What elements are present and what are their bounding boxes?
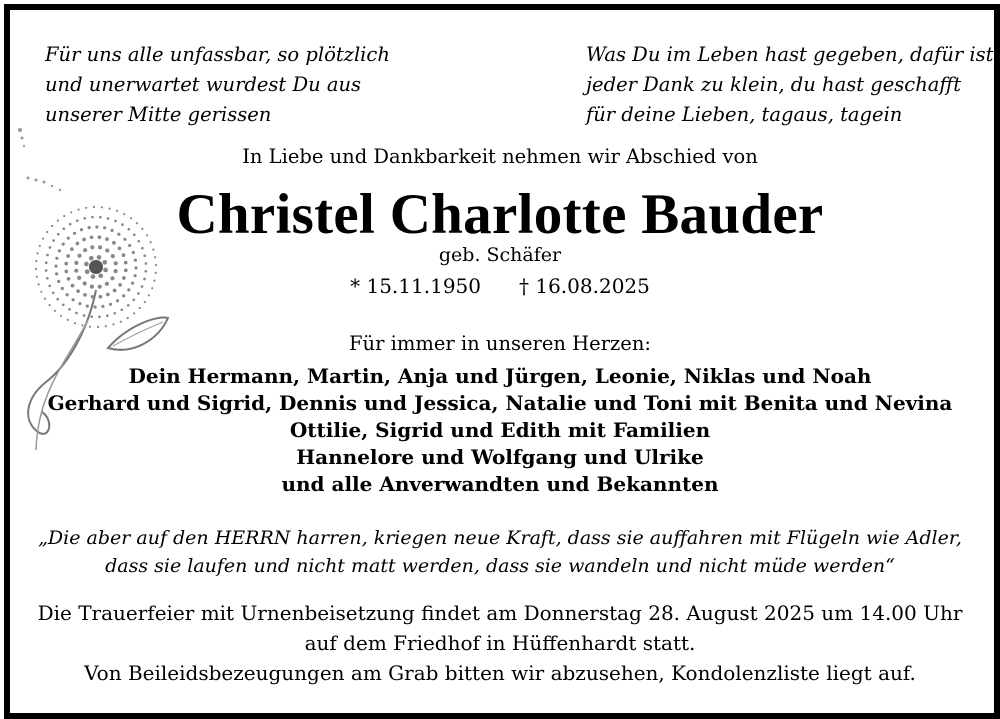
service-line: auf dem Friedhof in Hüffenhardt statt. bbox=[304, 631, 696, 655]
death-date: † 16.08.2025 bbox=[519, 274, 650, 298]
quote-right-line: Was Du im Leben hast gegeben, dafür ist bbox=[586, 43, 994, 66]
seed-dot bbox=[49, 304, 51, 306]
quote-left bbox=[45, 40, 390, 130]
mourner-line: Dein Hermann, Martin, Anja und Jürgen, Leonie, Niklas und Noah bbox=[128, 364, 872, 388]
seed-dot bbox=[127, 304, 130, 307]
seed-dot bbox=[35, 268, 37, 270]
seed-dot bbox=[116, 299, 119, 302]
seed-dot bbox=[114, 269, 118, 273]
mourner-line: Gerhard und Sigrid, Dennis und Jessica, Natalie und Toni mit Benita und Nevina bbox=[47, 391, 953, 415]
seed-dot bbox=[139, 307, 141, 309]
quote-left-line: und unerwartet wurdest Du aus bbox=[45, 73, 362, 96]
funeral-info bbox=[0, 598, 1000, 688]
seed-dot bbox=[106, 314, 109, 317]
seed-dot bbox=[97, 326, 99, 328]
seed-dot bbox=[56, 298, 59, 301]
seed-dot bbox=[83, 314, 86, 317]
intro-text: In Liebe und Dankbarkeit nehmen wir Abschied von bbox=[242, 145, 758, 168]
birth-date: * 15.11.1950 bbox=[350, 274, 481, 298]
forever-heading: Für immer in unseren Herzen: bbox=[349, 332, 651, 355]
verse-line: „Die aber auf den HERRN harren, kriegen neue Kraft, dass sie auffahren mit Flügeln wie Adler, bbox=[38, 527, 962, 549]
quote-right-line: jeder Dank zu klein, du hast geschafft bbox=[586, 73, 962, 96]
quote-right-line: für deine Lieben, tagaus, tagein bbox=[586, 103, 903, 126]
mourner-line: Ottilie, Sigrid und Edith mit Familien bbox=[289, 418, 711, 442]
seed-dot bbox=[120, 308, 123, 311]
seed-dot bbox=[127, 317, 129, 319]
seed-dot bbox=[105, 325, 107, 327]
seed-dot bbox=[45, 269, 48, 272]
deceased-name: Christel Charlotte Bauder bbox=[176, 183, 824, 246]
quote-right bbox=[586, 40, 994, 130]
mourner-line: Hannelore und Wolfgang und Ulrike bbox=[296, 445, 704, 469]
mourners-list bbox=[0, 363, 1000, 498]
seed-dot bbox=[54, 310, 56, 312]
seed-dot bbox=[101, 305, 104, 308]
seed-dot bbox=[103, 268, 108, 273]
seed-dot bbox=[75, 312, 78, 315]
service-line: Die Trauerfeier mit Urnenbeisetzung findet am Donnerstag 28. August 2025 um 14.00 Uhr bbox=[37, 601, 963, 625]
seed-dot bbox=[144, 301, 146, 303]
seed-dot bbox=[64, 270, 68, 274]
seed-dot bbox=[74, 322, 76, 324]
seed-dot bbox=[120, 321, 122, 323]
maiden-name: geb. Schäfer bbox=[438, 244, 562, 266]
seed-dot bbox=[72, 298, 75, 301]
seed-dot bbox=[89, 326, 91, 328]
seed-dot bbox=[68, 308, 71, 311]
quote-left-line: unserer Mitte gerissen bbox=[45, 103, 272, 126]
seed-dot bbox=[112, 323, 114, 325]
service-line: Von Beileidsbezeugungen am Grab bitten wir abzusehen, Kondolenzliste liegt auf. bbox=[84, 661, 916, 685]
seed-dot bbox=[94, 305, 97, 308]
seed-dot bbox=[81, 324, 83, 326]
seed-dot bbox=[60, 315, 62, 317]
seed-dot bbox=[113, 312, 116, 315]
seed-dot bbox=[86, 305, 89, 308]
seed-dot bbox=[67, 319, 69, 321]
seed-dot bbox=[90, 315, 93, 318]
seed-dot bbox=[98, 316, 101, 319]
seed-dot bbox=[62, 303, 65, 306]
seed-dot bbox=[78, 302, 81, 305]
quote-left-line: Für uns alle unfassbar, so plötzlich bbox=[45, 43, 390, 66]
seed-dot bbox=[124, 269, 128, 273]
seed-dot bbox=[144, 270, 147, 273]
seed-dot bbox=[134, 266, 137, 269]
seed-dot bbox=[74, 269, 78, 273]
mourner-line: und alle Anverwandten und Bekannten bbox=[281, 472, 719, 496]
seed-dot bbox=[132, 298, 135, 301]
bible-verse bbox=[0, 524, 1000, 580]
life-dates bbox=[0, 274, 1000, 298]
seed-dot bbox=[109, 303, 112, 306]
verse-line: dass sie laufen und nicht matt werden, dass sie wandeln und nicht müde werden“ bbox=[105, 555, 895, 577]
seed-dot bbox=[133, 312, 135, 314]
